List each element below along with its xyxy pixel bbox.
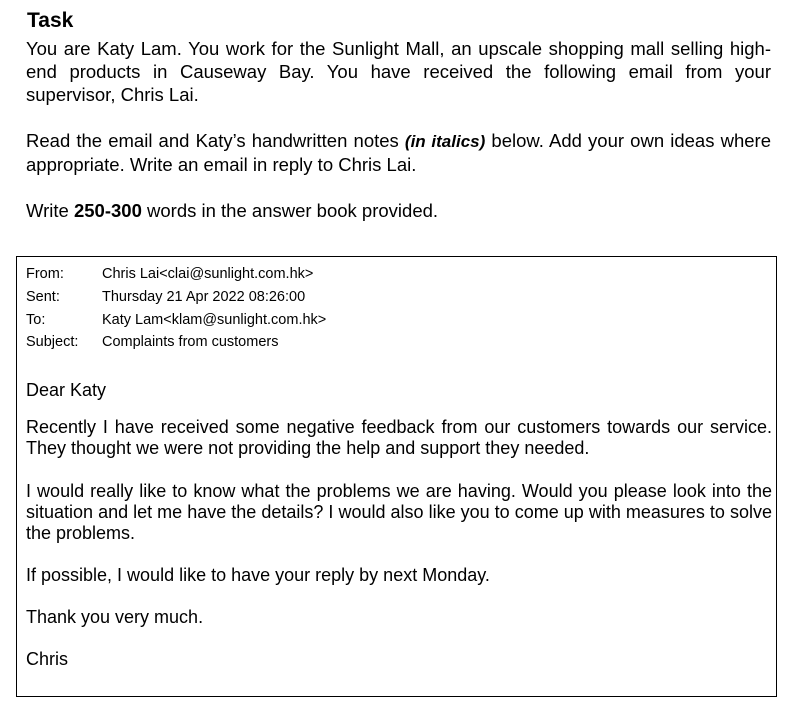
email-header-subject: [26, 333, 278, 351]
from-label: From:: [26, 266, 64, 282]
subject-label: Subject:: [26, 334, 79, 350]
email-header-from: [26, 265, 313, 283]
email-signature: Chris: [26, 649, 69, 669]
instruction-text-after: below. Add your own ideas where appropriate. Write an email in reply to Chris Lai.: [26, 130, 771, 175]
word-count-instruction: [26, 199, 771, 222]
sent-label: Sent:: [26, 289, 60, 305]
to-label: To:: [26, 312, 46, 328]
email-greeting: Dear Katy: [26, 380, 107, 400]
subject-value: Complaints from customers: [102, 334, 279, 350]
to-value: Katy Lam<klam@sunlight.com.hk>: [102, 312, 327, 328]
word-count: 250-300: [73, 200, 142, 221]
email-box: [16, 256, 777, 697]
sent-value: Thursday 21 Apr 2022 08:26:00: [102, 289, 306, 305]
email-header-to: [26, 311, 326, 329]
task-intro: You are Katy Lam. You work for the Sunlight Mall, an upscale shopping mall selling high-end products in Causeway Bay. You have received the following email from your supervisor, Chris Lai.: [26, 38, 771, 105]
from-value: Chris Lai<clai@sunlight.com.hk>: [102, 266, 314, 282]
email-header-sent: [26, 288, 305, 306]
word-count-after: words in the answer book provided.: [141, 200, 439, 221]
instruction-text-before: Read the email and Katy’s handwritten notes: [26, 130, 405, 151]
word-count-before: Write: [26, 200, 74, 221]
italic-note: (in italics): [404, 132, 486, 151]
task-instruction: [26, 129, 771, 176]
email-paragraph-1: Recently I have received some negative feedback from our customers towards our service. They thought we were not providing the help and support they needed.: [26, 417, 772, 458]
email-thanks: Thank you very much.: [26, 607, 204, 627]
email-paragraph-3: If possible, I would like to have your reply by next Monday.: [26, 565, 490, 585]
email-paragraph-2: I would really like to know what the problems we are having. Would you please look into the situation and let me have the details? I would also like you to come up with measures to solve the problems.: [26, 481, 772, 543]
task-heading: Task: [27, 9, 74, 32]
